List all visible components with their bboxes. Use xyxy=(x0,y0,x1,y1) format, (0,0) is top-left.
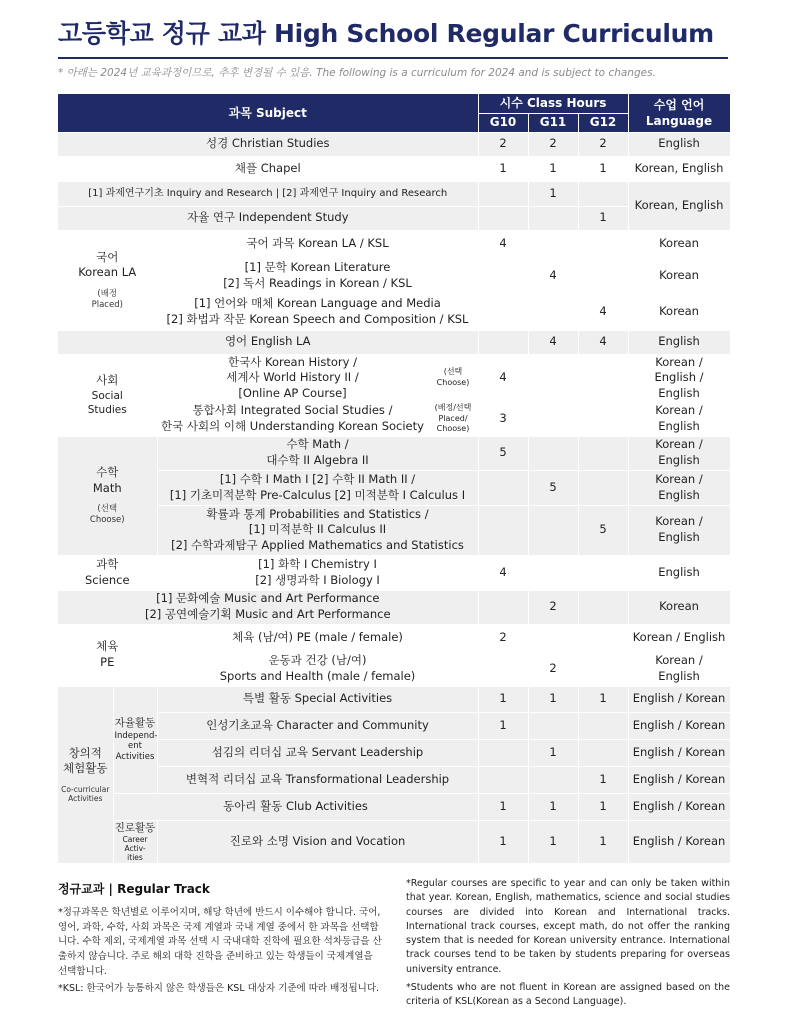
group-pe: 체육 PE xyxy=(58,624,157,686)
subject-cell: 동아리 활동 Club Activities xyxy=(113,793,478,820)
hours-g11: 1 xyxy=(528,686,578,712)
hours-g10 xyxy=(478,505,528,555)
hours-g12 xyxy=(578,181,628,206)
language-cell: English / Korean xyxy=(628,686,730,712)
table-row xyxy=(58,230,730,258)
group-social-studies: 사회 Social Studies xyxy=(58,354,157,436)
table-row xyxy=(58,624,730,651)
hours-g10 xyxy=(478,330,528,354)
table-row xyxy=(58,436,730,470)
hours-g11 xyxy=(528,294,578,330)
hours-g12: 2 xyxy=(578,132,628,156)
regular-track-note-ko: *정규과목은 학년별로 이루어지며, 해당 학년에 반드시 이수해야 합니다. 국어, 영어, 과학, 수학, 사회 과목은 국제 계열과 국내 계열 중에서 한 과목을 선택합니다. 수학 제외, 국제계열 과목 선택 시 국내대학 진학에 필요한 석차등급을 산출하지 않습니다. 주로 해외 대학 진학을 준비하고 있는 학생들이 국제계열을 선택합니다. xyxy=(58,907,382,977)
hours-g10: 3 xyxy=(478,402,528,436)
regular-track-title: 정규교과 | Regular Track xyxy=(58,882,210,896)
hours-g12: 1 xyxy=(578,156,628,181)
subject-cell: 확률과 통계 Probabilities and Statistics / [1] 미적분학 II Calculus II [2] 수학과제탐구 Applied Mathematics and Statistics xyxy=(157,505,478,555)
hours-g11: 1 xyxy=(528,739,578,766)
group-science: 과학 Science xyxy=(58,555,157,590)
hours-g12: 1 xyxy=(578,766,628,793)
hours-g10 xyxy=(478,258,528,294)
hours-g12 xyxy=(578,739,628,766)
language-cell: Korean xyxy=(628,230,730,258)
header-class-hours: 시수 Class Hours xyxy=(478,94,628,113)
hours-g10 xyxy=(478,294,528,330)
language-cell: Korean / English xyxy=(628,470,730,505)
hours-g10 xyxy=(478,181,528,206)
hours-g11 xyxy=(528,230,578,258)
hours-g10: 1 xyxy=(478,793,528,820)
language-cell: Korean / English xyxy=(628,651,730,686)
hours-g12 xyxy=(578,354,628,402)
group-math: 수학 Math (선택 Choose) xyxy=(58,436,157,555)
hours-g10 xyxy=(478,739,528,766)
table-row xyxy=(58,766,730,793)
subject-cell: [1] 화학 I Chemistry I [2] 생명과학 I Biology I xyxy=(157,555,478,590)
hours-g10 xyxy=(478,590,528,624)
language-cell: Korean xyxy=(628,258,730,294)
hours-g11: 2 xyxy=(528,590,578,624)
hours-g10: 1 xyxy=(478,686,528,712)
subject-cell: [1] 언어와 매체 Korean Language and Media [2] 화법과 작문 Korean Speech and Composition / KSL xyxy=(157,294,478,330)
hours-g12: 4 xyxy=(578,294,628,330)
hours-g12: 1 xyxy=(578,793,628,820)
language-cell: Korean / English xyxy=(628,436,730,470)
hours-g11 xyxy=(528,505,578,555)
subject-cell: 체육 (남/여) PE (male / female) xyxy=(157,624,478,651)
table-row xyxy=(58,258,730,294)
subject-cell: 통합사회 Integrated Social Studies / 한국 사회의 이해 Understanding Korean Society xyxy=(157,402,428,436)
subject-cell: [1] 과제연구기초 Inquiry and Research | [2] 과제연구 Inquiry and Research xyxy=(58,181,478,206)
subject-cell: [1] 문학 Korean Literature [2] 독서 Readings in Korean / KSL xyxy=(157,258,478,294)
header-g11: G11 xyxy=(528,113,578,132)
hours-g11: 4 xyxy=(528,258,578,294)
subject-cell: 진로와 소명 Vision and Vocation xyxy=(157,820,478,863)
subject-cell: 특별 활동 Special Activities xyxy=(157,686,478,712)
hours-g12 xyxy=(578,555,628,590)
hours-g10: 1 xyxy=(478,712,528,739)
hours-g10: 4 xyxy=(478,354,528,402)
choose-tag: (선택 Choose) xyxy=(428,354,478,402)
hours-g11: 1 xyxy=(528,156,578,181)
hours-g10 xyxy=(478,206,528,230)
header-g10: G10 xyxy=(478,113,528,132)
subject-cell: 국어 과목 Korean LA / KSL xyxy=(157,230,478,258)
table-row xyxy=(58,739,730,766)
hours-g11 xyxy=(528,402,578,436)
table-row xyxy=(58,330,730,354)
hours-g11 xyxy=(528,766,578,793)
language-cell: Korean / English / English xyxy=(628,354,730,402)
language-cell: English xyxy=(628,330,730,354)
language-cell: Korean / English xyxy=(628,402,730,436)
language-cell: Korean, English xyxy=(628,156,730,181)
language-cell: English / Korean xyxy=(628,739,730,766)
language-cell: English xyxy=(628,555,730,590)
subject-cell: 운동과 건강 (남/여) Sports and Health (male / female) xyxy=(157,651,478,686)
title-divider xyxy=(58,57,728,59)
table-row xyxy=(58,294,730,330)
hours-g12: 1 xyxy=(578,820,628,863)
hours-g11: 2 xyxy=(528,132,578,156)
table-row xyxy=(58,793,730,820)
table-row xyxy=(58,686,730,712)
hours-g11 xyxy=(528,354,578,402)
table-row xyxy=(58,402,730,436)
table-row xyxy=(58,354,730,402)
group-korean-la: 국어 Korean LA (배정 Placed) xyxy=(58,230,157,330)
language-cell: English / Korean xyxy=(628,793,730,820)
group-co-curricular: 창의적 체험활동 Co-curricular Activities xyxy=(58,686,113,863)
curriculum-table xyxy=(58,94,731,864)
hours-g11: 5 xyxy=(528,470,578,505)
table-row xyxy=(58,820,730,863)
language-cell: Korean xyxy=(628,294,730,330)
language-cell: Korean / English xyxy=(628,505,730,555)
hours-g12 xyxy=(578,258,628,294)
hours-g12 xyxy=(578,651,628,686)
language-cell: English / Korean xyxy=(628,820,730,863)
hours-g11: 2 xyxy=(528,651,578,686)
hours-g12 xyxy=(578,712,628,739)
subject-cell: 성경 Christian Studies xyxy=(58,132,478,156)
table-row xyxy=(58,712,730,739)
hours-g11: 4 xyxy=(528,330,578,354)
subject-cell: 영어 English LA xyxy=(58,330,478,354)
header-g12: G12 xyxy=(578,113,628,132)
language-cell: English xyxy=(628,132,730,156)
language-cell: Korean, English xyxy=(628,181,730,230)
hours-g10: 2 xyxy=(478,624,528,651)
subject-cell: [1] 문화예술 Music and Art Performance [2] 공연예술기획 Music and Art Performance xyxy=(58,590,478,624)
language-cell: English / Korean xyxy=(628,712,730,739)
table-row xyxy=(58,156,730,181)
group-career-activities: 진로활동 Career Activ- ities xyxy=(114,821,156,863)
page-title: 고등학교 정규 교과 High School Regular Curriculum xyxy=(58,19,714,48)
hours-g12 xyxy=(578,230,628,258)
hours-g12 xyxy=(578,624,628,651)
hours-g10: 1 xyxy=(478,820,528,863)
hours-g11 xyxy=(528,436,578,470)
language-cell: English / Korean xyxy=(628,766,730,793)
subject-cell: 인성기초교육 Character and Community xyxy=(157,712,478,739)
table-row xyxy=(58,132,730,156)
table-row xyxy=(58,590,730,624)
hours-g11: 1 xyxy=(528,181,578,206)
ksl-note-ko: *KSL: 한국어가 능통하지 않은 학생들은 KSL 대상자 기준에 따라 배정됩니다. xyxy=(58,983,380,994)
subject-cell: [1] 수학 I Math I [2] 수학 II Math II / [1] 기초미적분학 Pre-Calculus [2] 미적분학 I Calculus I xyxy=(157,470,478,505)
subject-cell: 채플 Chapel xyxy=(58,156,478,181)
hours-g12: 4 xyxy=(578,330,628,354)
hours-g12: 1 xyxy=(578,206,628,230)
hours-g11: 1 xyxy=(528,820,578,863)
placed-choose-tag: (배정/선택 Placed/ Choose) xyxy=(428,402,478,436)
hours-g10: 4 xyxy=(478,555,528,590)
subject-cell: 섬김의 리더십 교육 Servant Leadership xyxy=(157,739,478,766)
hours-g12: 1 xyxy=(578,686,628,712)
hours-g10 xyxy=(478,766,528,793)
table-row xyxy=(58,181,730,206)
table-row xyxy=(58,505,730,555)
hours-g10: 5 xyxy=(478,436,528,470)
regular-track-note-en: *Regular courses are specific to year and can only be taken within that year. Korean, English, mathematics, science and social studies courses are divided into Korean and International tracks. International track courses, except math, do not offer the ranking system that is needed for Korean university entrance. International track courses tend to be taken by students preparing for overseas university entrance. xyxy=(406,878,730,975)
hours-g11 xyxy=(528,624,578,651)
hours-g11: 1 xyxy=(528,793,578,820)
hours-g12 xyxy=(578,470,628,505)
hours-g12 xyxy=(578,436,628,470)
hours-g12 xyxy=(578,590,628,624)
curriculum-notice: * 아래는 2024년 교육과정이므로, 추후 변경될 수 있음. The following is a curriculum for 2024 and is subject to changes. xyxy=(58,67,656,79)
language-cell: Korean / English xyxy=(628,624,730,651)
hours-g11 xyxy=(528,555,578,590)
hours-g10: 2 xyxy=(478,132,528,156)
table-row xyxy=(58,651,730,686)
hours-g10: 1 xyxy=(478,156,528,181)
language-cell: Korean xyxy=(628,590,730,624)
hours-g12 xyxy=(578,402,628,436)
hours-g12: 5 xyxy=(578,505,628,555)
subject-cell: 한국사 Korean History / 세계사 World History II / [Online AP Course] xyxy=(157,354,428,402)
hours-g11 xyxy=(528,206,578,230)
hours-g10 xyxy=(478,651,528,686)
hours-g10: 4 xyxy=(478,230,528,258)
subject-cell: 자율 연구 Independent Study xyxy=(58,206,478,230)
ksl-note-en: *Students who are not fluent in Korean are assigned based on the criteria of KSL(Korean as a Second Language). xyxy=(406,982,730,1008)
header-language: 수업 언어 Language xyxy=(628,94,730,132)
subject-cell: 수학 Math / 대수학 II Algebra II xyxy=(157,436,478,470)
header-subject: 과목 Subject xyxy=(58,94,478,132)
subject-cell: 변혁적 리더십 교육 Transformational Leadership xyxy=(157,766,478,793)
table-row xyxy=(58,470,730,505)
group-independent-activities: 자율활동 Independ- ent Activities xyxy=(113,686,157,793)
hours-g10 xyxy=(478,470,528,505)
hours-g11 xyxy=(528,712,578,739)
table-row xyxy=(58,555,730,590)
